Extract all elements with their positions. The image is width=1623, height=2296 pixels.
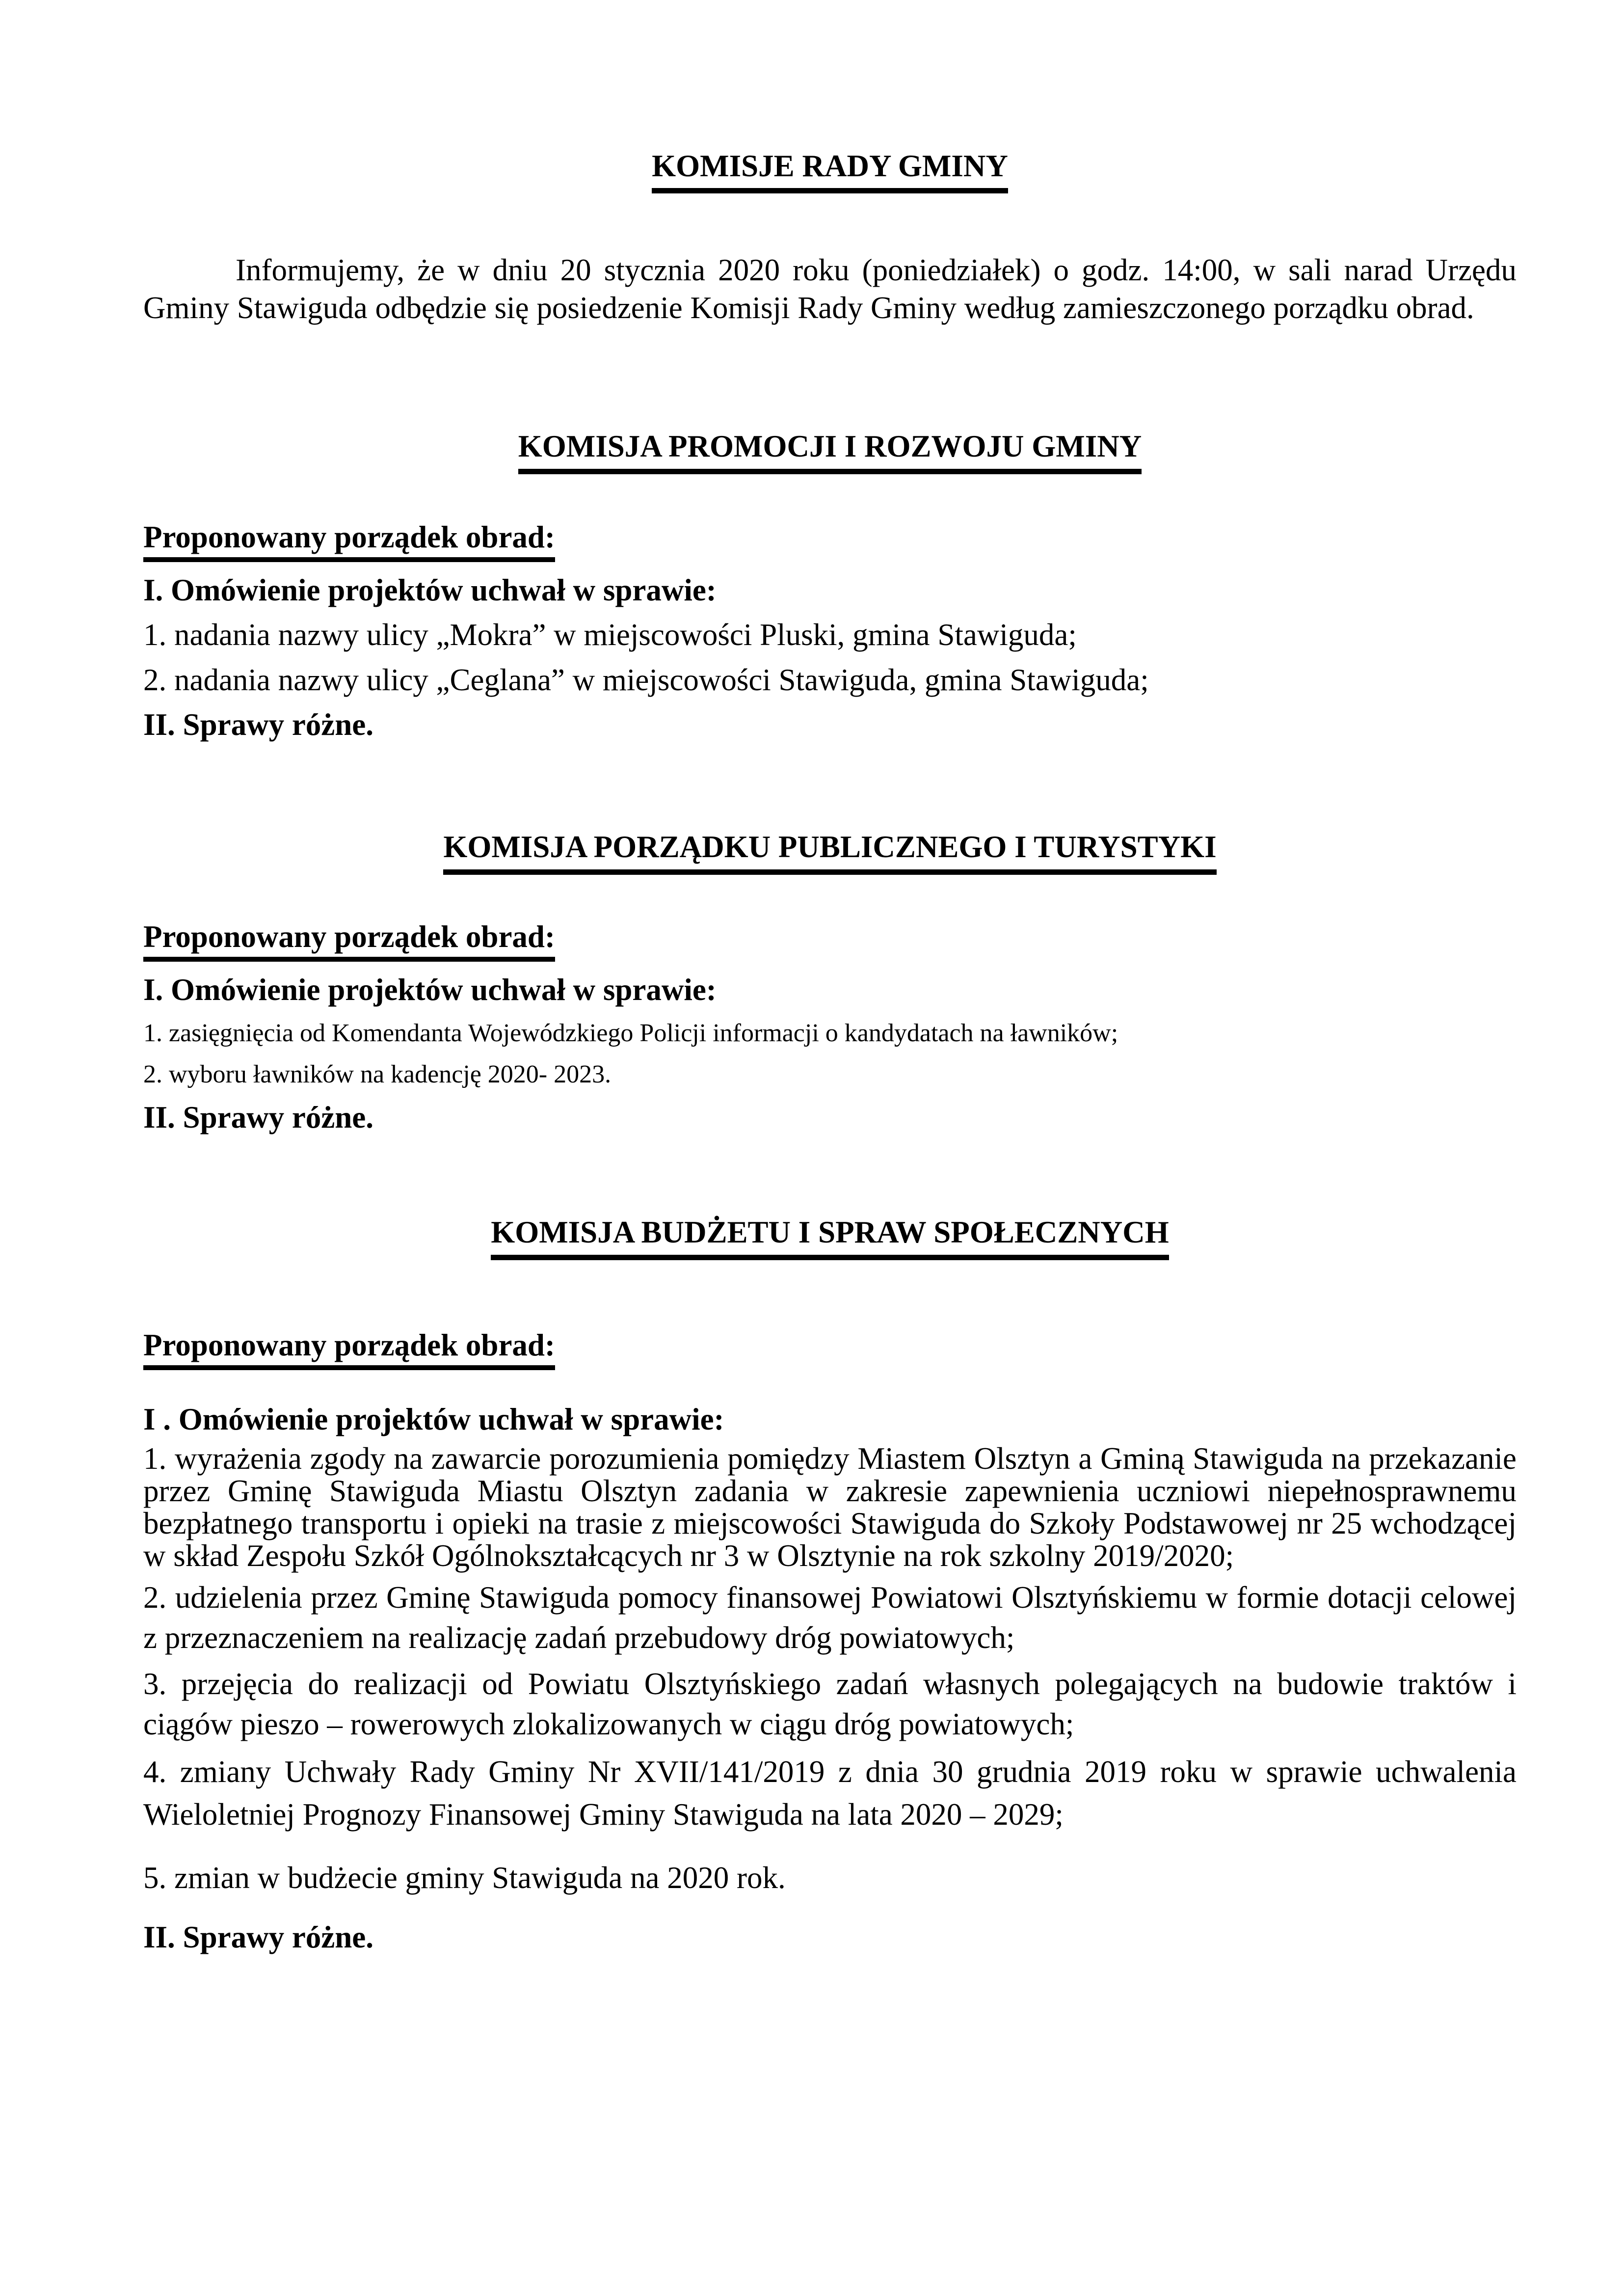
agenda-item-roman-one: I . Omówienie projektów uchwał w sprawie:	[143, 1402, 724, 1437]
section-heading-text: KOMISJA PORZĄDKU PUBLICZNEGO I TURYSTYKI	[443, 829, 1216, 874]
agenda-item-2: 2. wyboru ławników na kadencję 2020- 2023.	[143, 1060, 612, 1088]
agenda-label	[143, 918, 1517, 962]
agenda-item-2: 2. udzielenia przez Gminę Stawiguda pomocy finansowej Powiatowi Olsztyńskiemu w formie dotacji celowej z przeznaczeniem na realizację zadań przebudowy dróg powiatowych;	[143, 1580, 1517, 1655]
agenda-label-text: Proponowany porządek obrad:	[143, 1327, 555, 1370]
agenda-item-1: 1. zasięgnięcia od Komendanta Wojewódzkiego Policji informacji o kandydatach na ławników;	[143, 1019, 1118, 1047]
agenda-item-2: 2. nadania nazwy ulicy „Ceglana” w miejscowości Stawiguda, gmina Stawiguda;	[143, 662, 1149, 697]
agenda-item-1: 1. nadania nazwy ulicy „Mokra” w miejscowości Pluski, gmina Stawiguda;	[143, 618, 1077, 652]
section-heading	[143, 428, 1517, 474]
agenda-item-roman-two: II. Sprawy różne.	[143, 707, 373, 742]
agenda-item-5: 5. zmian w budżecie gminy Stawiguda na 2020 rok.	[143, 1860, 786, 1895]
section-komisja-promocji	[143, 428, 1517, 747]
section-heading-text: KOMISJA BUDŻETU I SPRAW SPOŁECZNYCH	[491, 1215, 1169, 1260]
agenda-label	[143, 1326, 1517, 1370]
section-komisja-porzadku	[143, 828, 1517, 1140]
section-komisja-budzetu	[143, 1214, 1517, 1960]
agenda-item-roman-one: I. Omówienie projektów uchwał w sprawie:	[143, 972, 717, 1007]
agenda-item-roman-one: I. Omówienie projektów uchwał w sprawie:	[143, 573, 717, 608]
section-heading	[143, 828, 1517, 874]
agenda-item-roman-two: II. Sprawy różne.	[143, 1100, 373, 1135]
section-heading-text: KOMISJA PROMOCJI I ROZWOJU GMINY	[518, 429, 1142, 474]
document-title-text: KOMISJE RADY GMINY	[652, 148, 1008, 193]
agenda-label	[143, 518, 1517, 562]
section-heading	[143, 1214, 1517, 1260]
agenda-item-1: 1. wyrażenia zgody na zawarcie porozumienia pomiędzy Miastem Olsztyn a Gminą Stawiguda na przekazanie przez Gminę Stawiguda Miastu Olsztyn zadania w zakresie zapewnienia uczniowi niepełnosprawnemu bezpłatnego transportu i opieki na trasie z miejscowości Stawiguda do Szkoły Podstawowej nr 25 wchodzącej w skład Zespołu Szkół Ogólnokształcących nr 3 w Olsztynie na rok szkolny 2019/2020;	[143, 1441, 1517, 1573]
agenda-label-text: Proponowany porządek obrad:	[143, 519, 555, 562]
agenda-label-text: Proponowany porządek obrad:	[143, 919, 555, 962]
agenda-item-3: 3. przejęcia do realizacji od Powiatu Olsztyńskiego zadań własnych polegających na budowie traktów i ciągów pieszo – rowerowych zlokalizowanych w ciągu dróg powiatowych;	[143, 1667, 1517, 1741]
agenda-item-roman-two: II. Sprawy różne.	[143, 1920, 373, 1954]
agenda-item-4: 4. zmiany Uchwały Rady Gminy Nr XVII/141/2019 z dnia 30 grudnia 2019 roku w sprawie uchwalenia Wieloletniej Prognozy Finansowej Gminy Stawiguda na lata 2020 – 2029;	[143, 1754, 1517, 1832]
intro-paragraph: Informujemy, że w dniu 20 stycznia 2020 roku (poniedziałek) o godz. 14:00, w sali narad Urzędu Gminy Stawiguda odbędzie się posiedzenie Komisji Rady Gminy według zamieszczonego porządku obrad.	[143, 253, 1517, 325]
document-title	[143, 147, 1517, 193]
